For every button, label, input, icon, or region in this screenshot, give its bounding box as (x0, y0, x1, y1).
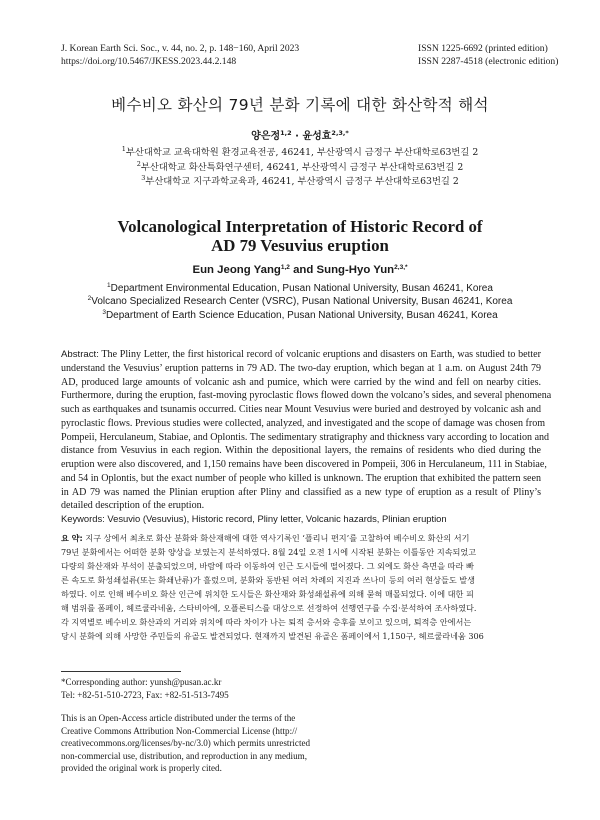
keywords-text: Vesuvio (Vesuvius), Historic record, Pliny letter, Volcanic hazards, Plinian eruption (104, 513, 447, 524)
korean-affiliation (0, 146, 600, 161)
english-author-2-affil: 2,3,* (394, 264, 408, 271)
author-separator: · (291, 131, 303, 142)
korean-affiliation (0, 175, 600, 190)
abstract-line (61, 348, 541, 362)
korean-abstract-line: 른 속도로 화성쇄설류(또는 화쇄난류)가 흘렀으며, 분화와 동반된 여러 차례의 지진과 쓰나미 등의 여러 현상들도 발생 (61, 575, 475, 586)
tel-fax: Tel: +82-51-510-2723, Fax: +82-51-513-7495 (61, 689, 229, 700)
korean-author-2: 윤성효 (302, 131, 332, 142)
korean-title: 베수비오 화산의 79년 분화 기록에 대한 화산학적 해석 (111, 96, 489, 114)
korean-affiliation (0, 161, 600, 176)
english-title-line: AD 79 Vesuvius eruption (211, 235, 389, 255)
korean-abstract-line: 하였다. 이로 인해 베수비오 화산 인근에 위치한 도시들은 화산재와 화성쇄설류에 의해 묻혀 매몰되었다. 이에 대한 피 (61, 589, 474, 600)
license-note (61, 712, 311, 775)
abstract-line: pyroclastic flows. Previous studies were collected, analyzed, and investigated and the scope of damage was chosen from (61, 417, 546, 429)
abstract-line: eruption were also discovered, and 1,150 remains have been discovered in Pompeii, 306 in Herculaneum, 111 in Stabiae, (61, 459, 547, 470)
korean-abstract-line: 79년 분화에서는 어떠한 분화 양상을 보였는지 분석하였다. 8월 24일 오전 1시에 시작된 분화는 이틀동안 지속되었고 (61, 547, 477, 558)
korean-abstract-line: 다량의 화산재와 부석이 분출되었으며, 바람에 따라 이동하여 인근 도시들에 떨어졌다. 그 외에도 화산 측면을 따라 빠 (61, 561, 474, 572)
korean-author-2-affil: 2,3,* (331, 129, 349, 137)
abstract-line: in AD 79 was named the Plinian eruption after Pliny and classified as a new type of eruption as a result of Pliny’s (61, 486, 541, 498)
english-affiliations (0, 282, 600, 322)
abstract-line: and 54 in Oplontis, but the exact number of people who killed is unknown. The eruption that exhibited the pattern seen (61, 472, 541, 484)
korean-abstract-line: 각 지역별로 베수비오 화산과의 거리와 위치에 따라 차이가 나는 퇴적 층서와 층후를 보이고 있으며, 퇴적층 안에서는 (61, 617, 472, 628)
english-title (0, 218, 600, 255)
license-line: provided the original work is properly cited. (61, 763, 222, 774)
korean-abstract-line: 당시 분화에 의해 사망한 주민들의 유골도 발견되었다. 현재까지 발견된 유골은 폼페이에서 1,150구, 헤르쿨라네움 306 (61, 631, 484, 642)
english-author-1-affil: 1,2 (280, 264, 290, 271)
affil-text: 부산대학교 교육대학원 환경교육전공, 46241, 부산광역시 금정구 부산대학로63번길 2 (125, 147, 479, 158)
corresponding-author-note (61, 676, 229, 701)
abstract-line: such as earthquakes and tsunamis occurred. Cities near Mount Vesuvius were buried and destroyed by volcanic ash and (61, 404, 541, 415)
affil-text: 부산대학교 화산특화연구센터, 46241, 부산광역시 금정구 부산대학로63번길 2 (140, 161, 464, 173)
korean-authors (0, 127, 600, 142)
english-affiliation (0, 282, 600, 295)
license-line: Creative Commons Attribution Non-Commercial License (http:// (61, 725, 298, 736)
korean-abstract-text: 지구 상에서 최초로 화산 분화와 화산재해에 대한 역사기록인 ‘플리니 편지’를 고찰하여 베수비오 화산의 서기 (82, 533, 470, 543)
korean-author-1: 양은정 (251, 131, 281, 142)
english-authors (0, 264, 600, 276)
license-line: creativecommons.org/licenses/by-nc/3.0) which permits unrestricted (61, 738, 311, 749)
english-author-1: Eun Jeong Yang (192, 264, 281, 276)
license-line: non-commercial use, distribution, and reproduction in any medium, (61, 750, 307, 761)
doi-link[interactable]: https://doi.org/10.5467/JKESS.2023.44.2.148 (61, 56, 237, 67)
affil-number: 1 (107, 282, 111, 289)
footnote-divider (61, 671, 181, 672)
korean-abstract (61, 531, 541, 643)
abstract-line: understand the Vesuvius’ eruption patterns in 79 AD. The two-day eruption, which began at 1 a.m. on August 24th 79 (61, 362, 541, 374)
abstract-text: The Pliny Letter, the first historical record of volcanic eruptions and disasters on Earth, was studied to better (98, 349, 541, 360)
english-affiliation (0, 309, 600, 322)
korean-author-1-affil: 1,2 (280, 129, 292, 137)
korean-affiliations (0, 146, 600, 190)
author-and: and (289, 264, 317, 276)
abstract-line: Pompeii, Herculaneum, Stabiae, and Oplontis. The sedimentary stratigraphy and thickness vary according to location and (61, 431, 550, 443)
korean-abstract-line: 해 범위를 폼페이, 헤르쿨라네움, 스타비아에, 오플론티스를 대상으로 선정하여 선행연구를 수집·분석하여 조사하였다. (61, 603, 477, 614)
license-line: This is an Open-Access article distributed under the terms of the (61, 713, 296, 723)
affil-number: 3 (141, 174, 146, 183)
english-affiliation (0, 295, 600, 308)
english-title-line: Volcanological Interpretation of Historic Record of (117, 217, 483, 236)
abstract-line: Furthermore, during the eruption, fast-moving pyroclastic flows flowed down the volcano’s sides, and several phenomena (61, 390, 552, 402)
korean-abstract-line (61, 531, 541, 545)
affil-text: Department Environmental Education, Pusan National University, Busan 46241, Korea (110, 283, 493, 294)
english-author-2: Sung-Hyo Yun (316, 264, 395, 276)
keywords (61, 513, 541, 524)
journal-header-right (418, 42, 558, 68)
abstract-label: Abstract: (61, 349, 99, 360)
affil-number: 2 (136, 159, 141, 168)
journal-header-left (61, 42, 299, 68)
issn-electronic: ISSN 2287-4518 (electronic edition) (418, 56, 559, 67)
corresponding-email: *Corresponding author: yunsh@pusan.ac.kr (61, 677, 222, 687)
korean-abstract-label: 요 약: (61, 533, 83, 543)
english-abstract (61, 348, 552, 513)
issn-print: ISSN 1225-6692 (printed edition) (418, 43, 548, 54)
affil-number: 3 (102, 308, 106, 316)
keywords-label: Keywords: (61, 513, 105, 524)
abstract-line: detailed description of the eruption. (61, 500, 205, 512)
affil-text: Volcano Specialized Research Center (VSRC), Pusan National University, Busan 46241, Korea (91, 296, 513, 308)
affil-text: 부산대학교 지구과학교육과, 46241, 부산광역시 금정구 부산대학로63번길 2 (145, 176, 459, 188)
affil-text: Department of Earth Science Education, Pusan National University, Busan 46241, Korea (105, 309, 498, 321)
abstract-line: AD, produced large amounts of volcanic ash and pumice, which were carried by the wind and fell on nearby cities. (61, 376, 541, 388)
affil-number: 2 (87, 295, 92, 303)
journal-citation: J. Korean Earth Sci. Soc., v. 44, no. 2, p. 148−160, April 2023 (61, 43, 300, 54)
abstract-line: distance from Vesuvius in each region. Within the depositional layers, the remains of residents who died during the (61, 445, 541, 457)
affil-number: 1 (121, 145, 126, 153)
